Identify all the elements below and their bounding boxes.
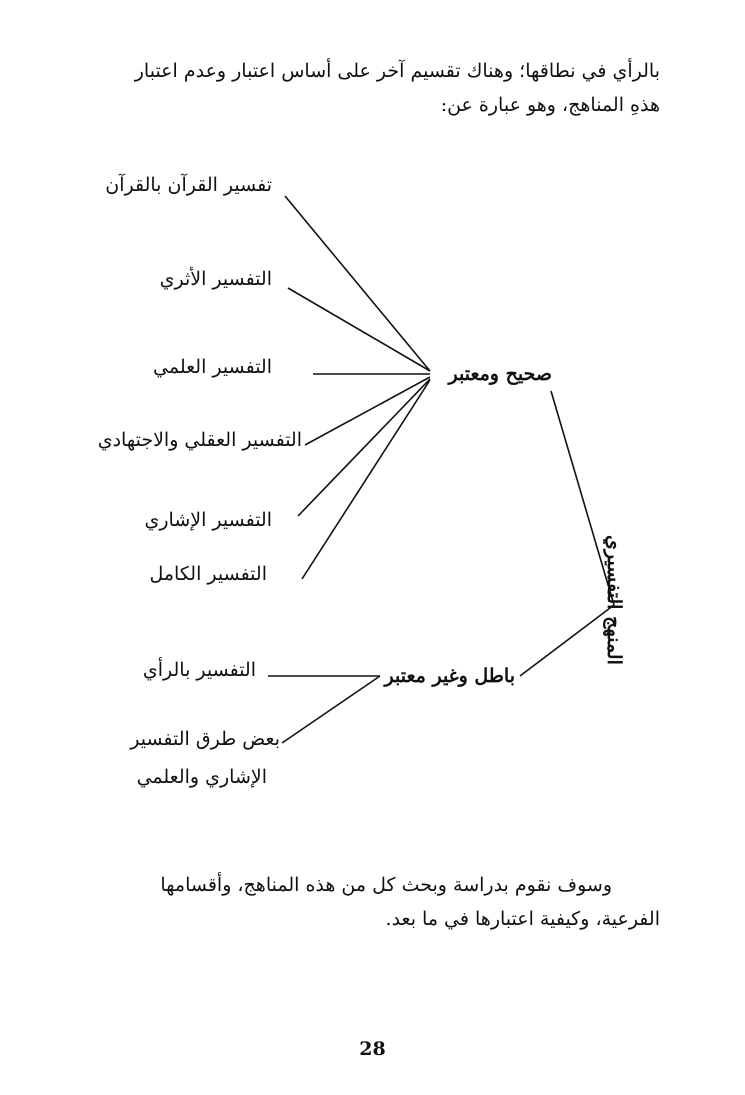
outro-line-1: وسوف نقوم بدراسة وبحث كل من هذه المناهج، وأقسامها <box>160 874 612 896</box>
connector-valid-item-6 <box>302 380 430 579</box>
invalid-item-1: التفسير بالرأي <box>142 659 256 681</box>
valid-item-1: تفسير القرآن بالقرآن <box>105 174 272 196</box>
connector-valid-item-4 <box>305 377 430 445</box>
connector-invalid-item-2 <box>282 676 380 743</box>
intro-line-2: هذهِ المناهج، وهو عبارة عن: <box>440 94 660 116</box>
valid-category-label: صحيح ومعتبر <box>448 363 552 385</box>
intro-line-1: بالرأي في نطاقها؛ وهناك تقسيم آخر على أساس اعتبار وعدم اعتبار <box>134 60 660 82</box>
outro-paragraph <box>80 868 660 936</box>
valid-item-2: التفسير الأثري <box>159 268 272 290</box>
connector-valid-item-2 <box>288 288 430 371</box>
connector-valid-item-1 <box>285 196 430 371</box>
invalid-category-label: باطل وغير معتبر <box>384 665 515 687</box>
invalid-item-2-line-2: الإشاري والعلمي <box>136 766 267 788</box>
valid-item-3: التفسير العلمي <box>153 356 272 378</box>
valid-item-4: التفسير العقلي والاجتهادي <box>97 429 302 451</box>
root-label: المنهج التفسيري <box>603 535 625 665</box>
valid-item-6: التفسير الكامل <box>149 563 267 585</box>
page-number: 28 <box>359 1038 386 1060</box>
invalid-item-2-line-1: بعض طرق التفسير <box>130 728 280 750</box>
outro-line-2: الفرعية، وكيفية اعتبارها في ما بعد. <box>385 908 660 930</box>
valid-item-5: التفسير الإشاري <box>144 509 272 531</box>
connector-root <box>520 391 614 676</box>
connector-valid-item-5 <box>298 379 430 516</box>
